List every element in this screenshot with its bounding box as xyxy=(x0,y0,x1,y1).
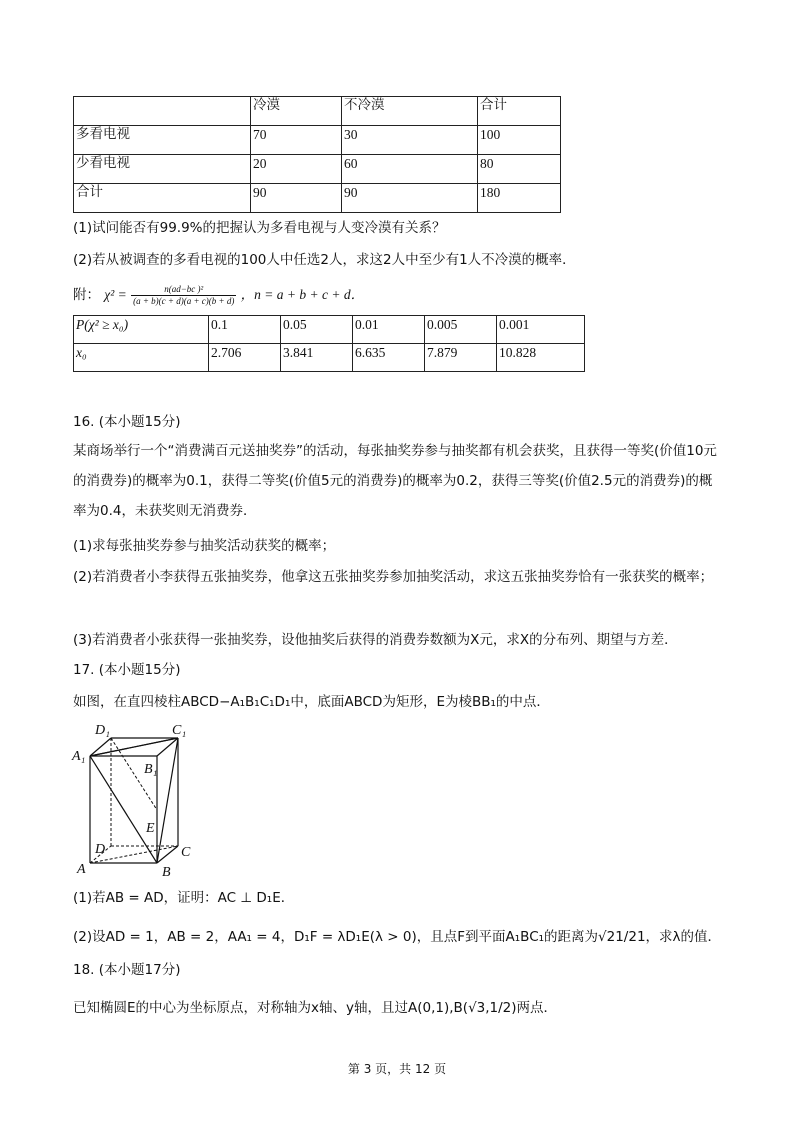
q15-part1: (1)试问能否有99.9%的把握认为多看电视与人变冷漠有关系？ xyxy=(73,220,446,236)
q16-part2: (2)若消费者小李获得五张抽奖券，他拿这五张抽奖券参加抽奖活动，求这五张抽奖券恰有一张获奖的概率； xyxy=(73,569,714,585)
table-row xyxy=(74,184,561,213)
label-A1: A₁ xyxy=(72,749,86,764)
appendix-prefix: 附： xyxy=(73,287,100,303)
table-cell: 0.05 xyxy=(281,316,353,344)
table-cell: 多看电视 xyxy=(74,126,251,155)
table-cell: 合计 xyxy=(478,97,561,126)
q16-part1: (1)求每张抽奖券参与抽奖活动获奖的概率； xyxy=(73,538,336,554)
table-cell: 90 xyxy=(251,184,342,213)
table-cell: 60 xyxy=(342,155,478,184)
q17-title: 17. (本小题15分) xyxy=(73,662,181,678)
q16-title: 16. (本小题15分) xyxy=(73,414,181,430)
label-C: C xyxy=(181,845,191,860)
chi-fraction xyxy=(131,284,236,307)
table-cell: 90 xyxy=(342,184,478,213)
chi-square-formula xyxy=(73,280,364,310)
label-D1: D₁ xyxy=(95,723,110,738)
table-row xyxy=(74,97,561,126)
table-cell: 3.841 xyxy=(281,344,353,372)
table-cell: 合计 xyxy=(74,184,251,213)
table-cell: 0.1 xyxy=(209,316,281,344)
chi-numerator: n(ad−bc )² xyxy=(131,284,236,296)
edge-A1-C1-cross xyxy=(90,738,178,756)
q18-title: 18. (本小题17分) xyxy=(73,962,181,978)
table-cell: 7.879 xyxy=(425,344,497,372)
table-cell: 少看电视 xyxy=(74,155,251,184)
label-B: B xyxy=(162,865,171,878)
q18-stem: 已知椭圆E的中心为坐标原点，对称轴为x轴、y轴，且过A(0,1),B(√3,1/2)两点． xyxy=(73,1000,558,1016)
edge-C1-B xyxy=(157,738,178,863)
table-cell: 30 xyxy=(342,126,478,155)
table-cell: 0.01 xyxy=(353,316,425,344)
contingency-table xyxy=(73,96,561,213)
table-cell: 2.706 xyxy=(209,344,281,372)
table-row xyxy=(74,344,585,372)
q15-part2: (2)若从被调查的多看电视的100人中任选2人，求这2人中至少有1人不冷漠的概率． xyxy=(73,252,576,268)
table-cell: 180 xyxy=(478,184,561,213)
table-row xyxy=(74,155,561,184)
label-C1: C₁ xyxy=(172,723,187,738)
chi-lhs: χ² = xyxy=(104,287,127,302)
table-cell: 80 xyxy=(478,155,561,184)
table-cell: 10.828 xyxy=(497,344,585,372)
q16-stem: 某商场举行一个“消费满百元送抽奖券”的活动，每张抽奖券参与抽奖都有机会获奖，且获得一等奖(价值10元的消费券)的概率为0.1，获得二等奖(价值5元的消费券)的概率为0.2，获得三等奖(价值2.5元的消费券)的概率为0.4，未获奖则无消费券． xyxy=(73,443,717,519)
label-E: E xyxy=(146,821,155,836)
chi-denominator: (a + b)(c + d)(a + c)(b + d) xyxy=(133,295,235,306)
edge-B-C xyxy=(157,846,178,863)
table-cell: P(χ² ≥ x₀) xyxy=(74,316,209,344)
table-cell: 冷漠 xyxy=(251,97,342,126)
table-cell: 20 xyxy=(251,155,342,184)
page-footer: 第 3 页，共 12 页 xyxy=(347,1062,447,1076)
table-row xyxy=(74,316,585,344)
q17-part1: (1)若AB = AD，证明：AC ⊥ D₁E． xyxy=(73,890,295,906)
table-cell: 0.001 xyxy=(497,316,585,344)
label-A: A xyxy=(77,862,86,877)
q17-part2: (2)设AD = 1，AB = 2，AA₁ = 4，D₁F = λD₁E(λ > 0)，且点F到平面A₁BC₁的距离为√21/21，求λ的值． xyxy=(73,929,722,945)
critical-value-table xyxy=(73,315,585,372)
table-cell: 70 xyxy=(251,126,342,155)
q17-stem: 如图，在直四棱柱ABCD−A₁B₁C₁D₁中，底面ABCD为矩形，E为棱BB₁的中点． xyxy=(73,694,550,710)
table-cell: 不冷漠 xyxy=(342,97,478,126)
table-cell: 100 xyxy=(478,126,561,155)
table-cell: 0.005 xyxy=(425,316,497,344)
table-cell: x₀ xyxy=(74,344,209,372)
n-definition: ，n = a + b + c + d． xyxy=(240,287,365,302)
prism-figure xyxy=(68,718,198,878)
table-cell xyxy=(74,97,251,126)
label-B1: B₁ xyxy=(144,762,158,777)
table-cell: 6.635 xyxy=(353,344,425,372)
label-D: D xyxy=(95,842,106,857)
q16-part3: (3)若消费者小张获得一张抽奖券，设他抽奖后获得的消费券数额为X元，求X的分布列、期望与方差． xyxy=(73,632,678,648)
table-row xyxy=(74,126,561,155)
